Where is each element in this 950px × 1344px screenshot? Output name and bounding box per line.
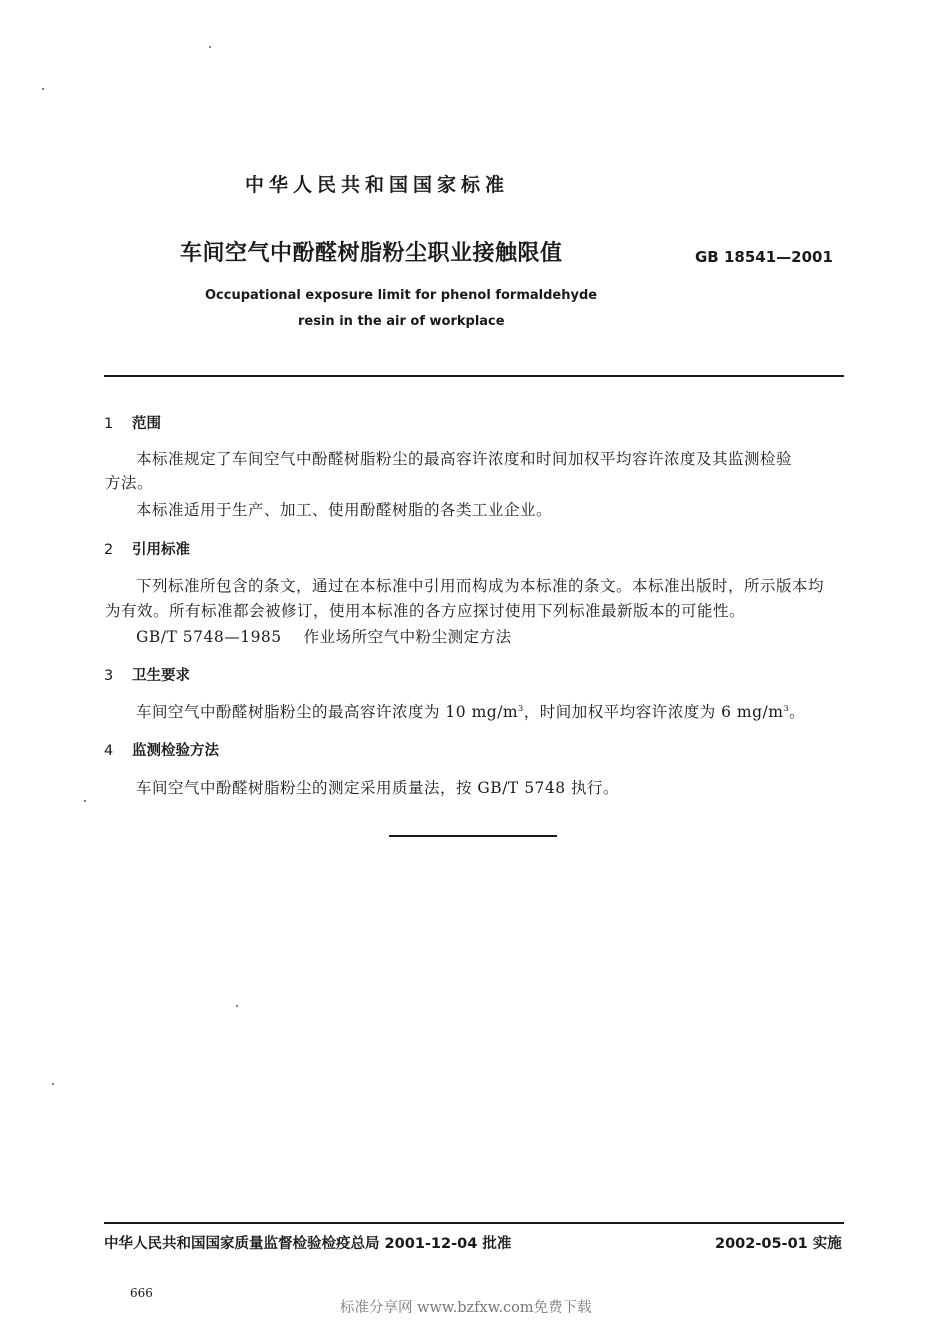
section-2-paragraph-line2: 为有效。所有标准都会被修订，使用本标准的各方应探讨使用下列标准最新版本的可能性。 [105, 602, 746, 620]
standard-title-en-line1: Occupational exposure limit for phenol formaldehyde [205, 288, 598, 303]
section-number: 1 [104, 416, 114, 432]
section-4-heading [104, 739, 219, 760]
watermark-text: 标准分享网 www.bzfxw.com免费下载 [340, 1300, 592, 1316]
section-title: 卫生要求 [132, 668, 190, 684]
page-number: 666 [130, 1286, 153, 1300]
section-3-paragraph [136, 700, 805, 722]
referenced-standard [136, 625, 512, 647]
unit-superscript: 3 [783, 704, 790, 713]
section-1-paragraph-1-line1: 本标准规定了车间空气中酚醛树脂粉尘的最高容许浓度和时间加权平均容许浓度及其监测检验 [136, 450, 793, 468]
scan-speck [84, 800, 86, 802]
header-divider [104, 375, 844, 377]
implementation-date: 2002-05-01 实施 [715, 1236, 842, 1252]
standard-title-zh: 车间空气中酚醛树脂粉尘职业接触限值 [180, 241, 563, 266]
section-2-heading [104, 538, 190, 559]
section-number: 4 [104, 743, 114, 759]
scan-speck [42, 88, 44, 90]
standard-code: GB 18541—2001 [695, 248, 833, 266]
approval-statement: 中华人民共和国国家质量监督检验检疫总局 2001-12-04 批准 [104, 1236, 512, 1252]
twa-concentration-text: ，时间加权平均容许浓度为 6 mg/m [523, 703, 784, 721]
section-number: 2 [104, 542, 114, 558]
referenced-standard-code: GB/T 5748—1985 [136, 628, 282, 646]
scan-speck [236, 1005, 238, 1007]
scan-speck [52, 1083, 54, 1085]
section-2-paragraph-line1: 下列标准所包含的条文，通过在本标准中引用而构成为本标准的条文。本标准出版时，所示版本均 [136, 577, 825, 595]
section-3-heading [104, 664, 190, 685]
standard-title-en-line2: resin in the air of workplace [298, 314, 505, 329]
referenced-standard-title: 作业场所空气中粉尘测定方法 [303, 628, 512, 646]
max-concentration-text: 车间空气中酚醛树脂粉尘的最高容许浓度为 10 mg/m [136, 703, 519, 721]
section-1-paragraph-2: 本标准适用于生产、加工、使用酚醛树脂的各类工业企业。 [136, 501, 553, 519]
section-title: 引用标准 [132, 542, 190, 558]
end-of-text-rule [389, 835, 557, 837]
scan-speck [209, 46, 211, 48]
section-title: 范围 [132, 416, 161, 432]
section-title: 监测检验方法 [132, 743, 219, 759]
unit-superscript: 3 [518, 704, 524, 713]
section-number: 3 [104, 668, 114, 684]
section-1-heading [104, 412, 161, 433]
sentence-end: 。 [789, 703, 806, 721]
section-1-paragraph-1-line2: 方法。 [105, 474, 154, 492]
national-standard-heading: 中华人民共和国国家标准 [245, 174, 510, 196]
section-4-paragraph: 车间空气中酚醛树脂粉尘的测定采用质量法，按 GB/T 5748 执行。 [136, 779, 620, 797]
footer-divider [104, 1222, 844, 1224]
